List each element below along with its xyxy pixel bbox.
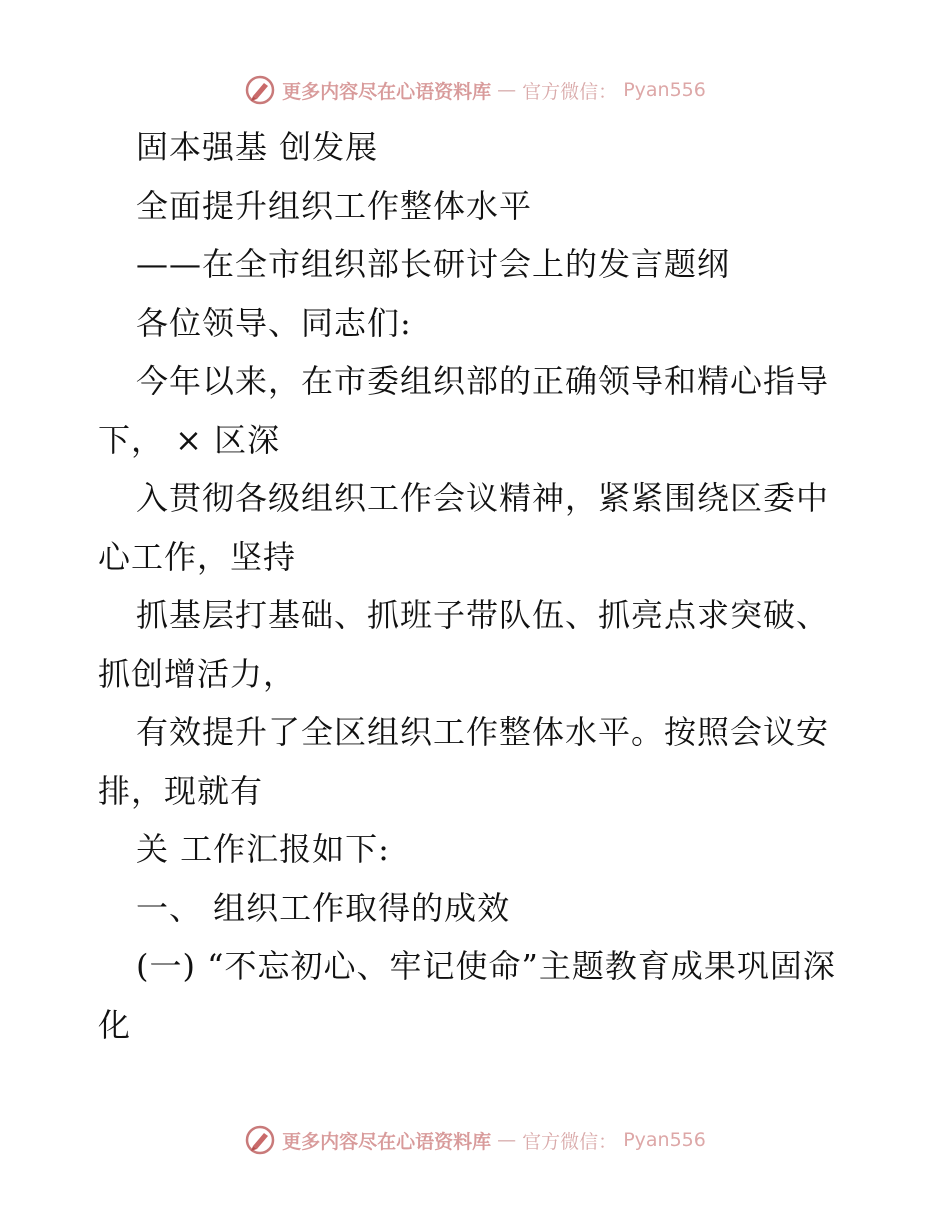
document-body — [98, 118, 858, 1054]
watermark-footer — [0, 1122, 950, 1158]
doc-subtitle: 全面提升组织工作整体水平 — [136, 186, 533, 225]
doc-paragraph: 有效提升了全区组织工作整体水平。按照会议安排，现就有 — [98, 713, 830, 810]
watermark-id: Pyan556 — [623, 1129, 706, 1151]
doc-paragraph: 入贯彻各级组织工作会议精神，紧紧围绕区委中心工作，坚持 — [98, 479, 830, 576]
doc-paragraph: 抓基层打基础、抓班子带队伍、抓亮点求突破、抓创增活力， — [98, 596, 830, 693]
subsection-heading: (一) “不忘初心、牢记使命”主题教育成果巩固深化 — [98, 947, 836, 1044]
watermark-brand: 更多内容尽在心语资料库 — [282, 80, 492, 103]
doc-salutation: 各位领导、同志们: — [136, 303, 412, 342]
watermark-header — [0, 72, 950, 108]
watermark-brand: 更多内容尽在心语资料库 — [282, 1130, 492, 1153]
doc-speech-note: ——在全市组织部长研讨会上的发言题纲 — [136, 245, 731, 283]
watermark-dash: — — [497, 1129, 517, 1151]
watermark-id: Pyan556 — [623, 79, 706, 101]
watermark-label: 官方微信： — [522, 80, 618, 103]
pen-seal-icon — [244, 1124, 276, 1156]
section-heading: 一、 组织工作取得的成效 — [136, 888, 511, 927]
pen-seal-icon — [244, 74, 276, 106]
doc-title: 固本强基 创发展 — [136, 128, 379, 166]
watermark-label: 官方微信： — [522, 1130, 618, 1153]
watermark-dash: — — [497, 79, 517, 101]
doc-paragraph: 关 工作汇报如下: — [136, 830, 390, 868]
doc-paragraph: 今年以来，在市委组织部的正确领导和精心指导下， × 区深 — [98, 362, 830, 459]
